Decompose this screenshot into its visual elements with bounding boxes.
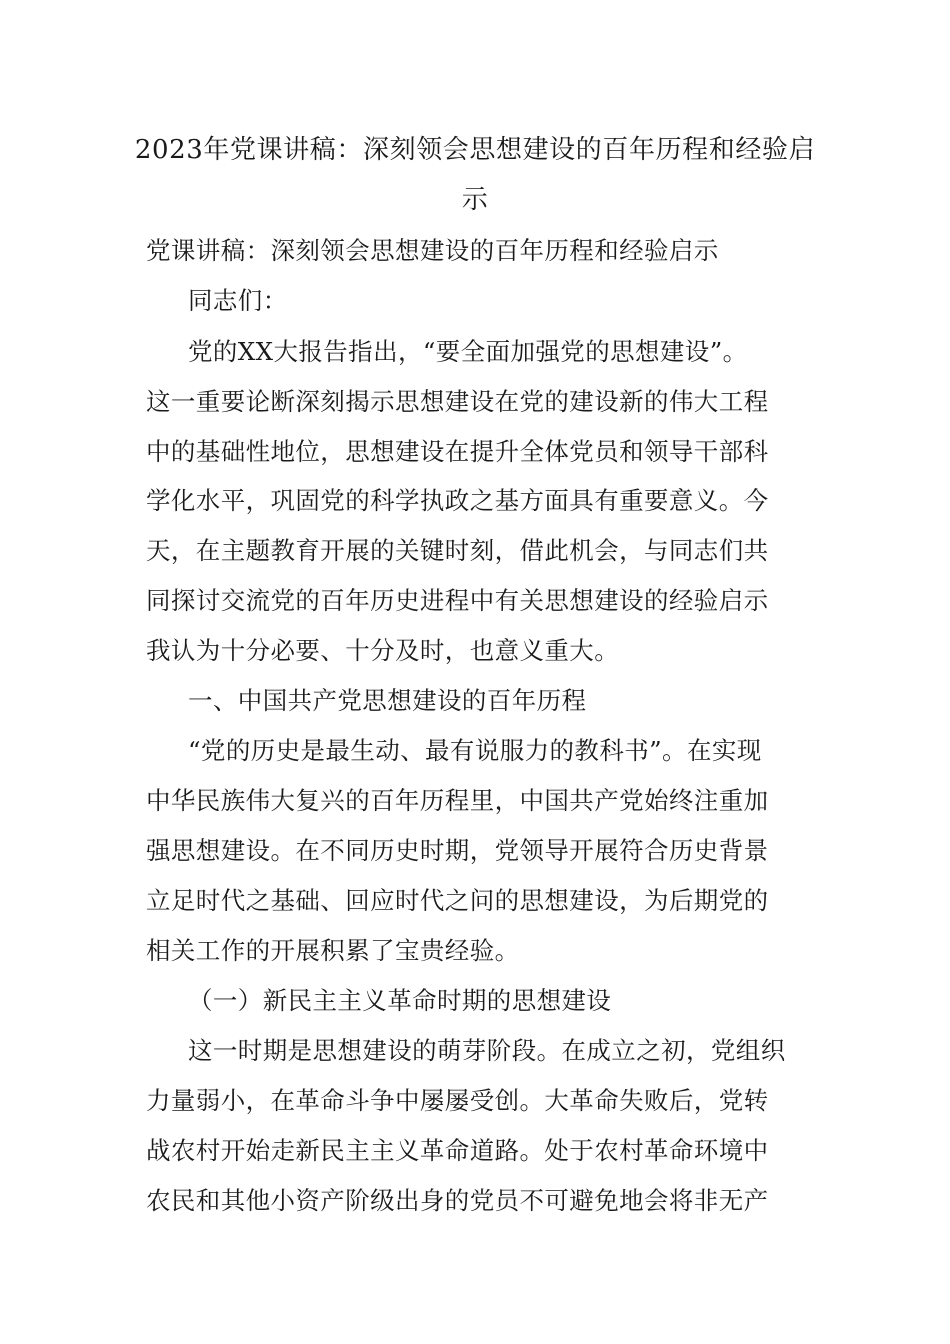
body-line: 党的XX大报告指出，“要全面加强党的思想建设”。 <box>188 337 748 366</box>
section-heading: 一、中国共产党思想建设的百年历程 <box>188 686 587 715</box>
greeting: 同志们： <box>188 286 288 315</box>
document-subtitle: 党课讲稿：深刻领会思想建设的百年历程和经验启示 <box>146 236 719 265</box>
body-line: 我认为十分必要、十分及时，也意义重大。 <box>146 636 620 665</box>
body-line: 农民和其他小资产阶级出身的党员不可避免地会将非无产 <box>146 1186 769 1215</box>
body-line: 天，在主题教育开展的关键时刻，借此机会，与同志们共 <box>146 536 769 565</box>
body-line: 相关工作的开展积累了宝贵经验。 <box>146 936 520 965</box>
document-title-line-1: 2023年党课讲稿：深刻领会思想建设的百年历程和经验启 <box>134 135 816 165</box>
body-line: 中华民族伟大复兴的百年历程里，中国共产党始终注重加 <box>146 786 769 815</box>
body-line: 这一重要论断深刻揭示思想建设在党的建设新的伟大工程 <box>146 387 769 416</box>
body-line: 这一时期是思想建设的萌芽阶段。在成立之初，党组织 <box>188 1036 786 1065</box>
body-line: 中的基础性地位，思想建设在提升全体党员和领导干部科 <box>146 437 769 466</box>
body-line: “党的历史是最生动、最有说服力的教科书”。在实现 <box>188 736 762 765</box>
body-line: 强思想建设。在不同历史时期，党领导开展符合历史背景 <box>146 836 769 865</box>
subsection-heading: （一）新民主主义革命时期的思想建设 <box>188 986 612 1015</box>
body-line: 学化水平，巩固党的科学执政之基方面具有重要意义。今 <box>146 486 769 515</box>
body-line: 战农村开始走新民主主义革命道路。处于农村革命环境中 <box>146 1136 769 1165</box>
body-line: 力量弱小，在革命斗争中屡屡受创。大革命失败后，党转 <box>146 1086 769 1115</box>
body-line: 同探讨交流党的百年历史进程中有关思想建设的经验启示 <box>146 586 769 615</box>
document-title-line-2: 示 <box>461 185 489 215</box>
body-line: 立足时代之基础、回应时代之问的思想建设，为后期党的 <box>146 886 769 915</box>
